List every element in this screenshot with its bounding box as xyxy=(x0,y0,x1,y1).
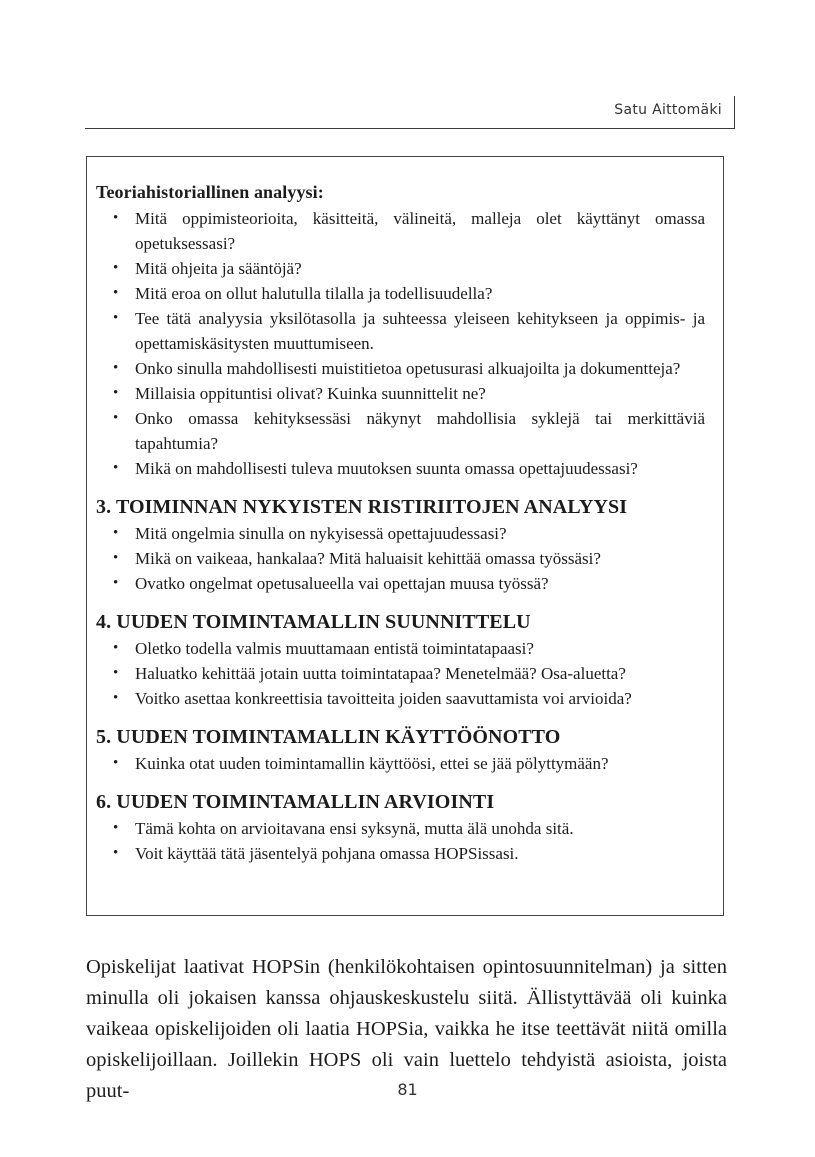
list-item xyxy=(96,206,705,256)
list-item xyxy=(96,636,705,661)
bullet-icon: • xyxy=(113,385,119,401)
bullet-icon: • xyxy=(113,690,119,706)
questions-box xyxy=(86,156,724,916)
list-item-text: Kuinka otat uuden toimintamallin käyttöösi, ettei se jää pölyttymään? xyxy=(135,754,609,773)
list-item xyxy=(96,456,705,481)
section-planning xyxy=(96,609,705,711)
section-adoption xyxy=(96,724,705,776)
list-item xyxy=(96,841,705,866)
list-item-text: Ovatko ongelmat opetusalueella vai opettajan muusa työssä? xyxy=(135,574,549,593)
list-item-text: Voitko asettaa konkreettisia tavoitteita joiden saavuttamista voi arvioida? xyxy=(135,689,632,708)
section-heading: Teoriahistoriallinen analyysi: xyxy=(96,182,324,202)
section-heading: 5. UUDEN TOIMINTAMALLIN KÄYTTÖÖNOTTO xyxy=(96,726,561,748)
bullet-icon: • xyxy=(113,640,119,656)
list-item xyxy=(96,661,705,686)
list-item-text: Mitä oppimisteorioita, käsitteitä, välineitä, malleja olet käyttänyt omassa opetuksessasi? xyxy=(135,209,705,253)
section-heading: 4. UUDEN TOIMINTAMALLIN SUUNNITTELU xyxy=(96,611,531,633)
section-gap xyxy=(96,481,705,494)
list-item-text: Tämä kohta on arvioitavana ensi syksynä, mutta älä unohda sitä. xyxy=(135,819,574,838)
list-item-text: Mikä on mahdollisesti tuleva muutoksen suunta omassa opettajuudessasi? xyxy=(135,459,638,478)
list-item xyxy=(96,751,705,776)
page-number: 81 xyxy=(397,1080,418,1099)
list-item xyxy=(96,571,705,596)
list-item-text: Mitä ongelmia sinulla on nykyisessä opettajuudessasi? xyxy=(135,524,507,543)
section-heading: 3. TOIMINNAN NYKYISTEN RISTIRIITOJEN ANALYYSI xyxy=(96,496,628,518)
bullet-list xyxy=(96,636,705,711)
bullet-icon: • xyxy=(113,285,119,301)
bullet-list xyxy=(96,816,705,866)
list-item xyxy=(96,356,705,381)
list-item-text: Onko sinulla mahdollisesti muistitietoa opetusurasi alkuajoilta ja dokumentteja? xyxy=(135,359,681,378)
list-item-text: Oletko todella valmis muuttamaan entistä toimintatapaasi? xyxy=(135,639,534,658)
header-vertical-rule xyxy=(734,96,735,128)
list-item xyxy=(96,686,705,711)
list-item-text: Mitä eroa on ollut halutulla tilalla ja todellisuudella? xyxy=(135,284,493,303)
bullet-icon: • xyxy=(113,260,119,276)
list-item xyxy=(96,256,705,281)
list-item-text: Haluatko kehittää jotain uutta toimintatapaa? Menetelmää? Osa-aluetta? xyxy=(135,664,626,683)
list-item xyxy=(96,381,705,406)
running-header xyxy=(85,100,735,129)
list-item xyxy=(96,546,705,571)
bullet-icon: • xyxy=(113,360,119,376)
section-gap xyxy=(96,776,705,789)
bullet-icon: • xyxy=(113,845,119,861)
bullet-icon: • xyxy=(113,460,119,476)
list-item xyxy=(96,306,705,356)
section-heading: 6. UUDEN TOIMINTAMALLIN ARVIOINTI xyxy=(96,791,495,813)
list-item xyxy=(96,406,705,456)
list-item-text: Mikä on vaikeaa, hankalaa? Mitä haluaisit kehittää omassa työssäsi? xyxy=(135,549,601,568)
list-item-text: Millaisia oppituntisi olivat? Kuinka suunnittelit ne? xyxy=(135,384,486,403)
section-theory-history xyxy=(96,179,705,481)
bullet-icon: • xyxy=(113,550,119,566)
header-author: Satu Aittomäki xyxy=(614,102,722,118)
section-gap xyxy=(96,711,705,724)
bullet-list xyxy=(96,751,705,776)
bullet-list xyxy=(96,206,705,481)
section-gap xyxy=(96,596,705,609)
bullet-icon: • xyxy=(113,210,119,226)
list-item xyxy=(96,281,705,306)
list-item-text: Voit käyttää tätä jäsentelyä pohjana omassa HOPSissasi. xyxy=(135,844,519,863)
section-evaluation xyxy=(96,789,705,866)
list-item-text: Mitä ohjeita ja sääntöjä? xyxy=(135,259,302,278)
bullet-icon: • xyxy=(113,575,119,591)
bullet-icon: • xyxy=(113,310,119,326)
section-contradictions xyxy=(96,494,705,596)
bullet-icon: • xyxy=(113,410,119,426)
body-paragraph: Opiskelijat laativat HOPSin (henkilökohtaisen opintosuunnitelman) ja sitten minulla oli jokaisen kanssa ohjauskeskustelu siitä. Ällistyttävää oli kuinka vaikeaa opiskelijoiden oli laatia HOPSia, vaikka he itse teettävät niitä omilla opiskelijoillaan. Joillekin HOPS oli vain luettelo tehdyistä asioista, joista puut- xyxy=(86,956,727,1102)
bullet-icon: • xyxy=(113,525,119,541)
list-item xyxy=(96,816,705,841)
list-item-text: Tee tätä analyysia yksilötasolla ja suhteessa yleiseen kehitykseen ja oppimis- ja opettamiskäsitysten muuttumiseen. xyxy=(135,309,705,353)
bullet-icon: • xyxy=(113,820,119,836)
bullet-list xyxy=(96,521,705,596)
list-item xyxy=(96,521,705,546)
list-item-text: Onko omassa kehityksessäsi näkynyt mahdollisia syklejä tai merkittäviä tapahtumia? xyxy=(135,409,705,453)
bullet-icon: • xyxy=(113,755,119,771)
bullet-icon: • xyxy=(113,665,119,681)
